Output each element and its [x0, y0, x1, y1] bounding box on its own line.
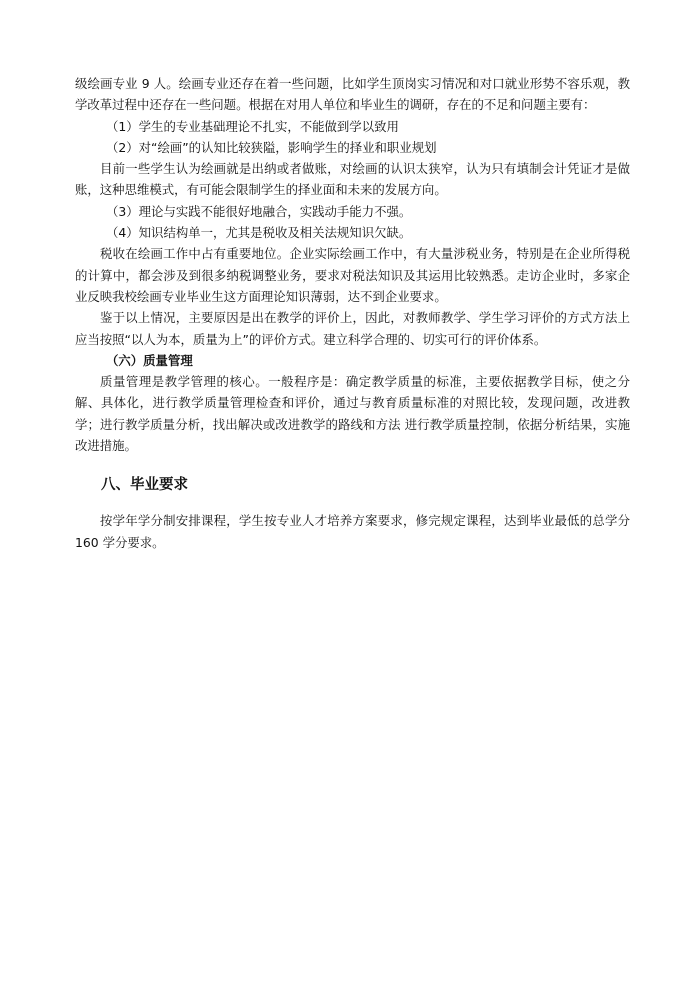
paragraph-tax: 税收在绘画工作中占有重要地位。企业实际绘画工作中，有大量涉税业务，特别是在企业所得税的计算中，都会涉及到很多纳税调整业务，要求对税法知识及其运用比较熟悉。走访企业时，多家企业反映我校绘画专业毕业生这方面理论知识薄弱，达不到企业要求。 [75, 246, 630, 304]
list-item-1: （1）学生的专业基础理论不扎实，不能做到学以致用 [106, 118, 399, 134]
list-item-2: （2）对“绘画”的认知比较狭隘，影响学生的择业和职业规划 [106, 139, 437, 155]
paragraph-evaluation: 鉴于以上情况，主要原因是出在教学的评价上，因此，对教师教学、学生学习评价的方式方法上应当按照“以人为本，质量为上”的评价方式。建立科学合理的、切实可行的评价体系。 [75, 310, 630, 347]
list-item-3: （3）理论与实践不能很好地融合，实践动手能力不强。 [106, 203, 412, 219]
list-item-4: （4）知识结构单一，尤其是税收及相关法规知识欠缺。 [106, 225, 412, 241]
sub-heading-quality: （六）质量管理 [106, 352, 193, 368]
paragraph-painting-view: 目前一些学生认为绘画就是出纳或者做账，对绘画的认识太狭窄，认为只有填制会计凭证才是做账，这种思维模式，有可能会限制学生的择业面和未来的发展方向。 [75, 161, 630, 198]
document-body [75, 73, 630, 553]
paragraph-quality: 质量管理是教学管理的核心。一般程序是：确定教学质量的标准，主要依据教学目标，使之分解、具体化，进行教学质量管理检查和评价，通过与教育质量标准的对照比较，发现问题，改进教学；进行教学质量分析，找出解决或改进教学的路线和方法 进行教学质量控制，依据分析结果，实施改进措施。 [75, 374, 630, 454]
paragraph-graduation: 按学年学分制安排课程，学生按专业人才培养方案要求，修完规定课程，达到毕业最低的总学分 160 学分要求。 [75, 513, 630, 550]
paragraph-intro: 级绘画专业 9 人。绘画专业还存在着一些问题，比如学生顶岗实习情况和对口就业形势不容乐观，教学改革过程中还存在一些问题。根据在对用人单位和毕业生的调研，存在的不足和问题主要有： [75, 76, 630, 113]
section-heading-graduation: 八、毕业要求 [101, 477, 188, 494]
